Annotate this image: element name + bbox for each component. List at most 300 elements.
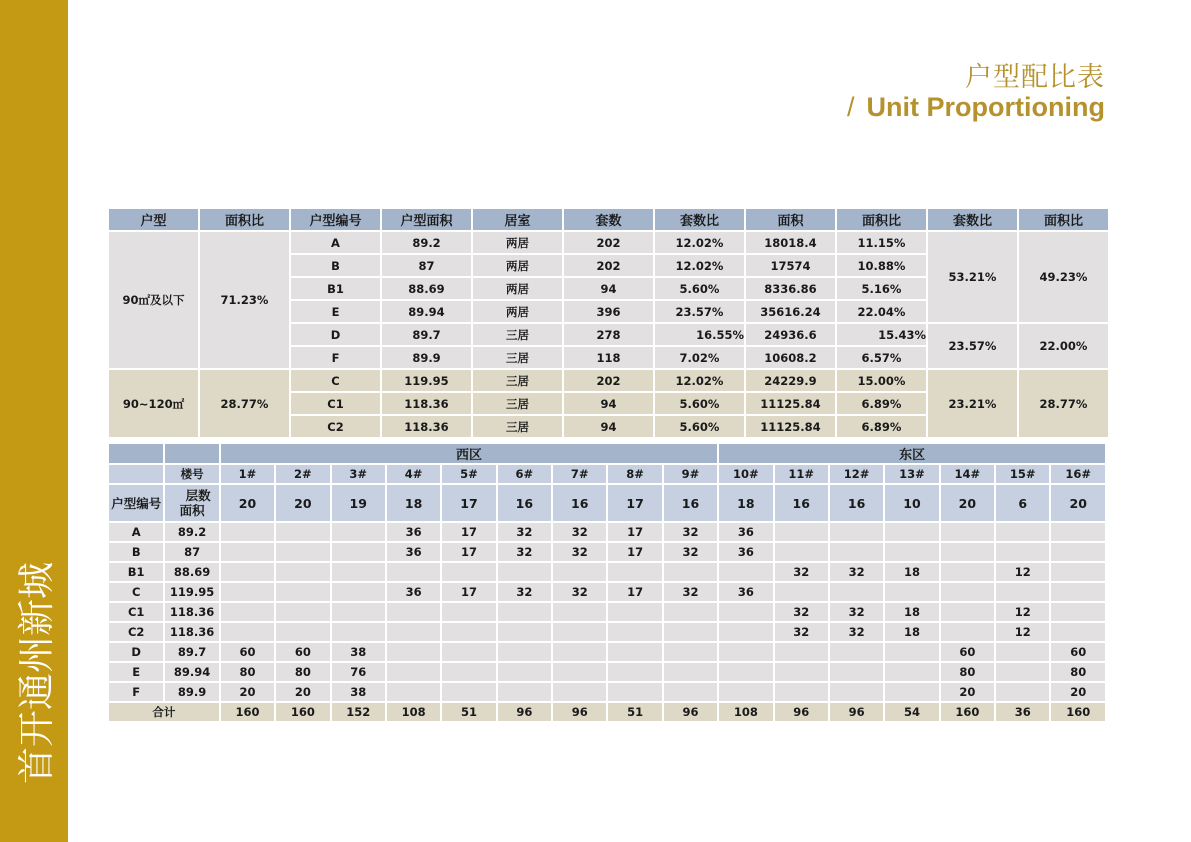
header-cell: 套数 bbox=[564, 209, 653, 230]
unit-count-cell bbox=[221, 583, 274, 601]
unit-code: C1 bbox=[109, 603, 163, 621]
area-ratio: 15.00% bbox=[837, 370, 926, 391]
unit-code: C bbox=[291, 370, 380, 391]
building-number: 2# bbox=[276, 465, 329, 483]
summary-area-ratio: 28.77% bbox=[1019, 370, 1108, 437]
unit-count-cell: 32 bbox=[553, 543, 606, 561]
floor-count: 16 bbox=[664, 485, 717, 521]
type-code-label: 户型编号 bbox=[109, 485, 163, 521]
unit-count-cell: 36 bbox=[387, 543, 440, 561]
header-cell: 面积比 bbox=[837, 209, 926, 230]
unit-area: 118.36 bbox=[165, 603, 218, 621]
unit-count-cell: 32 bbox=[830, 623, 883, 641]
building-number: 11# bbox=[775, 465, 828, 483]
unit-count-cell: 32 bbox=[664, 583, 717, 601]
unit-code: E bbox=[109, 663, 163, 681]
unit-count-cell: 17 bbox=[608, 543, 661, 561]
header-cell: 户型面积 bbox=[382, 209, 471, 230]
total-area: 11125.84 bbox=[746, 416, 835, 437]
table-row bbox=[109, 523, 1105, 541]
unit-count-cell bbox=[1051, 603, 1105, 621]
unit-area: 118.36 bbox=[382, 416, 471, 437]
unit-area: 88.69 bbox=[382, 278, 471, 299]
unit-count-cell bbox=[719, 643, 772, 661]
unit-count-cell bbox=[553, 683, 606, 701]
unit-count-cell bbox=[221, 603, 274, 621]
unit-area: 89.94 bbox=[382, 301, 471, 322]
unit-count-cell bbox=[387, 563, 440, 581]
unit-count-cell bbox=[498, 643, 551, 661]
unit-area: 89.94 bbox=[165, 663, 218, 681]
building-distribution-table bbox=[107, 442, 1107, 723]
unit-count: 202 bbox=[564, 370, 653, 391]
total-value: 96 bbox=[830, 703, 883, 721]
floors-label: 层数 bbox=[185, 488, 211, 503]
building-number: 15# bbox=[996, 465, 1049, 483]
unit-count-cell: 20 bbox=[276, 683, 329, 701]
unit-count-cell: 20 bbox=[1051, 683, 1105, 701]
title-en-text: Unit Proportioning bbox=[866, 92, 1105, 122]
floor-count: 16 bbox=[830, 485, 883, 521]
unit-area: 89.7 bbox=[165, 643, 218, 661]
unit-count-cell bbox=[608, 643, 661, 661]
unit-count-cell bbox=[608, 563, 661, 581]
unit-area: 89.2 bbox=[165, 523, 218, 541]
count-ratio: 23.57% bbox=[655, 301, 744, 322]
count-ratio: 5.60% bbox=[655, 278, 744, 299]
unit-count-cell: 17 bbox=[608, 523, 661, 541]
unit-count-cell bbox=[387, 603, 440, 621]
unit-count-cell bbox=[941, 603, 994, 621]
unit-code: F bbox=[109, 683, 163, 701]
group-area-ratio: 28.77% bbox=[200, 370, 289, 437]
unit-count-cell bbox=[885, 583, 938, 601]
unit-count-cell: 32 bbox=[830, 563, 883, 581]
unit-count-cell bbox=[775, 663, 828, 681]
floor-count: 16 bbox=[775, 485, 828, 521]
total-value: 160 bbox=[941, 703, 994, 721]
total-value: 152 bbox=[332, 703, 385, 721]
corner-cell bbox=[109, 444, 163, 463]
unit-count-cell: 60 bbox=[1051, 643, 1105, 661]
unit-count-cell: 80 bbox=[276, 663, 329, 681]
table-row bbox=[109, 643, 1105, 661]
unit-count-cell bbox=[830, 663, 883, 681]
unit-count-cell bbox=[775, 643, 828, 661]
table-row bbox=[109, 623, 1105, 641]
unit-code: C2 bbox=[109, 623, 163, 641]
unit-area: 89.9 bbox=[382, 347, 471, 368]
unit-count-cell: 80 bbox=[221, 663, 274, 681]
area-ratio: 6.57% bbox=[837, 347, 926, 368]
unit-count-cell: 12 bbox=[996, 623, 1049, 641]
unit-count-cell bbox=[498, 563, 551, 581]
unit-count-cell: 36 bbox=[387, 583, 440, 601]
unit-count-cell bbox=[442, 563, 495, 581]
table-header-row bbox=[109, 209, 1108, 230]
unit-count-cell: 32 bbox=[830, 603, 883, 621]
building-number: 4# bbox=[387, 465, 440, 483]
summary-count-ratio: 23.57% bbox=[928, 324, 1017, 368]
unit-count-cell: 60 bbox=[941, 643, 994, 661]
unit-count-cell: 32 bbox=[664, 543, 717, 561]
unit-count-cell: 20 bbox=[941, 683, 994, 701]
area-ratio: 10.88% bbox=[837, 255, 926, 276]
unit-count-cell: 18 bbox=[885, 563, 938, 581]
unit-area: 89.9 bbox=[165, 683, 218, 701]
unit-count-cell bbox=[664, 663, 717, 681]
unit-count-cell bbox=[775, 583, 828, 601]
area-ratio: 6.89% bbox=[837, 416, 926, 437]
unit-count-cell bbox=[276, 623, 329, 641]
total-value: 160 bbox=[221, 703, 274, 721]
unit-count-cell bbox=[553, 663, 606, 681]
unit-code: B bbox=[109, 543, 163, 561]
unit-count: 278 bbox=[564, 324, 653, 345]
unit-count-cell bbox=[941, 623, 994, 641]
unit-count-cell bbox=[830, 643, 883, 661]
corner-cell bbox=[109, 465, 163, 483]
count-ratio: 12.02% bbox=[655, 255, 744, 276]
unit-count-cell: 32 bbox=[664, 523, 717, 541]
unit-count-cell bbox=[332, 543, 385, 561]
floor-count: 17 bbox=[608, 485, 661, 521]
total-value: 96 bbox=[553, 703, 606, 721]
room-type: 两居 bbox=[473, 278, 562, 299]
unit-count-cell bbox=[332, 583, 385, 601]
unit-count-cell bbox=[830, 523, 883, 541]
unit-area: 119.95 bbox=[165, 583, 218, 601]
unit-code: C bbox=[109, 583, 163, 601]
table-row bbox=[109, 603, 1105, 621]
unit-count-cell bbox=[664, 683, 717, 701]
unit-count-cell: 32 bbox=[775, 563, 828, 581]
unit-count-cell bbox=[941, 583, 994, 601]
unit-count-cell bbox=[775, 543, 828, 561]
unit-count-cell bbox=[775, 523, 828, 541]
unit-count-cell: 76 bbox=[332, 663, 385, 681]
building-number: 14# bbox=[941, 465, 994, 483]
unit-count-cell: 12 bbox=[996, 563, 1049, 581]
area-ratio: 15.43% bbox=[837, 324, 926, 345]
unit-count: 94 bbox=[564, 393, 653, 414]
unit-count-cell bbox=[221, 523, 274, 541]
count-ratio: 7.02% bbox=[655, 347, 744, 368]
unit-count-cell bbox=[885, 663, 938, 681]
room-type: 两居 bbox=[473, 301, 562, 322]
unit-count-cell: 32 bbox=[553, 523, 606, 541]
floor-count: 6 bbox=[996, 485, 1049, 521]
building-number: 5# bbox=[442, 465, 495, 483]
unit-count-cell bbox=[719, 663, 772, 681]
summary-area-ratio: 49.23% bbox=[1019, 232, 1108, 322]
building-number: 7# bbox=[553, 465, 606, 483]
header-cell: 居室 bbox=[473, 209, 562, 230]
count-ratio: 16.55% bbox=[655, 324, 744, 345]
unit-count-cell bbox=[830, 583, 883, 601]
total-value: 160 bbox=[276, 703, 329, 721]
unit-count-cell: 38 bbox=[332, 683, 385, 701]
unit-group-label: 90㎡及以下 bbox=[109, 232, 198, 368]
unit-count-cell bbox=[830, 683, 883, 701]
total-value: 96 bbox=[775, 703, 828, 721]
unit-count-cell: 17 bbox=[442, 583, 495, 601]
unit-count-cell bbox=[608, 603, 661, 621]
unit-count-cell bbox=[664, 623, 717, 641]
header-cell: 套数比 bbox=[655, 209, 744, 230]
unit-count-cell: 32 bbox=[498, 543, 551, 561]
unit-area: 87 bbox=[165, 543, 218, 561]
unit-count-cell: 18 bbox=[885, 603, 938, 621]
unit-count-cell bbox=[608, 683, 661, 701]
room-type: 三居 bbox=[473, 370, 562, 391]
page-title-en bbox=[847, 92, 1105, 123]
total-value: 160 bbox=[1051, 703, 1105, 721]
unit-count-cell bbox=[885, 543, 938, 561]
floor-count: 18 bbox=[387, 485, 440, 521]
project-name: 首开通州新城 bbox=[15, 561, 58, 784]
unit-count-cell bbox=[498, 603, 551, 621]
unit-count-cell bbox=[830, 543, 883, 561]
total-area: 24229.9 bbox=[746, 370, 835, 391]
building-number: 1# bbox=[221, 465, 274, 483]
zone-header-row bbox=[109, 444, 1105, 463]
unit-code: D bbox=[109, 643, 163, 661]
unit-count-cell: 80 bbox=[1051, 663, 1105, 681]
unit-count-cell bbox=[387, 663, 440, 681]
unit-count-cell: 36 bbox=[719, 523, 772, 541]
unit-count-cell bbox=[553, 623, 606, 641]
table-row bbox=[109, 232, 1108, 253]
unit-count-cell bbox=[664, 603, 717, 621]
unit-count-cell bbox=[387, 683, 440, 701]
project-name-vertical bbox=[2, 561, 64, 784]
floors-area-label bbox=[165, 485, 218, 521]
unit-area: 118.36 bbox=[165, 623, 218, 641]
unit-count-cell bbox=[553, 603, 606, 621]
summary-area-ratio: 22.00% bbox=[1019, 324, 1108, 368]
header-cell: 面积比 bbox=[200, 209, 289, 230]
building-number: 3# bbox=[332, 465, 385, 483]
unit-code: B1 bbox=[291, 278, 380, 299]
unit-count-cell bbox=[996, 683, 1049, 701]
building-label: 楼号 bbox=[165, 465, 218, 483]
building-number: 8# bbox=[608, 465, 661, 483]
floor-count: 20 bbox=[1051, 485, 1105, 521]
area-ratio: 5.16% bbox=[837, 278, 926, 299]
unit-count-cell bbox=[664, 643, 717, 661]
unit-count-cell bbox=[1051, 583, 1105, 601]
unit-count: 118 bbox=[564, 347, 653, 368]
unit-count-cell bbox=[775, 683, 828, 701]
unit-count-cell bbox=[1051, 623, 1105, 641]
table-row bbox=[109, 370, 1108, 391]
floor-count: 20 bbox=[941, 485, 994, 521]
total-label: 合计 bbox=[109, 703, 219, 721]
unit-count-cell: 18 bbox=[885, 623, 938, 641]
unit-count: 396 bbox=[564, 301, 653, 322]
building-number: 13# bbox=[885, 465, 938, 483]
unit-area: 118.36 bbox=[382, 393, 471, 414]
unit-count-cell: 20 bbox=[221, 683, 274, 701]
floor-count: 19 bbox=[332, 485, 385, 521]
zone-east-label: 东区 bbox=[719, 444, 1105, 463]
unit-count-cell bbox=[387, 623, 440, 641]
room-type: 三居 bbox=[473, 416, 562, 437]
table-row bbox=[109, 583, 1105, 601]
unit-code: F bbox=[291, 347, 380, 368]
total-value: 51 bbox=[608, 703, 661, 721]
unit-count-cell: 32 bbox=[498, 583, 551, 601]
unit-count-cell: 17 bbox=[608, 583, 661, 601]
unit-count-cell bbox=[608, 623, 661, 641]
floor-count: 17 bbox=[442, 485, 495, 521]
unit-count: 94 bbox=[564, 278, 653, 299]
count-ratio: 12.02% bbox=[655, 370, 744, 391]
unit-count-cell bbox=[498, 663, 551, 681]
unit-code: A bbox=[291, 232, 380, 253]
unit-count-cell: 32 bbox=[775, 603, 828, 621]
total-value: 108 bbox=[387, 703, 440, 721]
zone-west-label: 西区 bbox=[221, 444, 717, 463]
total-area: 18018.4 bbox=[746, 232, 835, 253]
unit-count-cell bbox=[719, 563, 772, 581]
unit-count-cell: 80 bbox=[941, 663, 994, 681]
table-row bbox=[109, 543, 1105, 561]
total-row bbox=[109, 703, 1105, 721]
unit-area: 87 bbox=[382, 255, 471, 276]
unit-count: 94 bbox=[564, 416, 653, 437]
area-label: 面积 bbox=[179, 503, 205, 518]
unit-count-cell: 38 bbox=[332, 643, 385, 661]
count-ratio: 12.02% bbox=[655, 232, 744, 253]
total-value: 51 bbox=[442, 703, 495, 721]
unit-count-cell: 36 bbox=[719, 543, 772, 561]
unit-count-cell: 60 bbox=[276, 643, 329, 661]
summary-count-ratio: 23.21% bbox=[928, 370, 1017, 437]
total-value: 108 bbox=[719, 703, 772, 721]
area-ratio: 22.04% bbox=[837, 301, 926, 322]
unit-area: 88.69 bbox=[165, 563, 218, 581]
header-cell: 面积 bbox=[746, 209, 835, 230]
unit-count-cell bbox=[996, 583, 1049, 601]
unit-code: E bbox=[291, 301, 380, 322]
title-slash: / bbox=[847, 92, 855, 122]
unit-count-cell: 32 bbox=[498, 523, 551, 541]
area-ratio: 6.89% bbox=[837, 393, 926, 414]
building-number: 6# bbox=[498, 465, 551, 483]
unit-count-cell bbox=[498, 683, 551, 701]
table-row bbox=[109, 563, 1105, 581]
unit-count-cell bbox=[553, 563, 606, 581]
floor-count: 10 bbox=[885, 485, 938, 521]
room-type: 三居 bbox=[473, 324, 562, 345]
building-number-row bbox=[109, 465, 1105, 483]
header-cell: 套数比 bbox=[928, 209, 1017, 230]
unit-count-cell bbox=[941, 543, 994, 561]
unit-count-cell bbox=[387, 643, 440, 661]
unit-count-cell bbox=[1051, 523, 1105, 541]
unit-count-cell bbox=[719, 603, 772, 621]
unit-count-cell bbox=[221, 543, 274, 561]
unit-count-cell bbox=[221, 563, 274, 581]
unit-code: C2 bbox=[291, 416, 380, 437]
unit-area: 89.2 bbox=[382, 232, 471, 253]
unit-count-cell bbox=[885, 683, 938, 701]
unit-count-cell bbox=[941, 563, 994, 581]
unit-count-cell bbox=[498, 623, 551, 641]
unit-code: A bbox=[109, 523, 163, 541]
building-number: 16# bbox=[1051, 465, 1105, 483]
table-row bbox=[109, 663, 1105, 681]
floor-count: 16 bbox=[553, 485, 606, 521]
unit-count-cell bbox=[276, 603, 329, 621]
unit-count-cell: 32 bbox=[775, 623, 828, 641]
header-cell: 户型编号 bbox=[291, 209, 380, 230]
unit-count-cell bbox=[332, 603, 385, 621]
unit-count-cell bbox=[1051, 563, 1105, 581]
total-area: 11125.84 bbox=[746, 393, 835, 414]
total-area: 8336.86 bbox=[746, 278, 835, 299]
unit-count-cell bbox=[332, 623, 385, 641]
total-value: 36 bbox=[996, 703, 1049, 721]
unit-ratio-table bbox=[107, 207, 1110, 439]
summary-count-ratio: 53.21% bbox=[928, 232, 1017, 322]
floor-count: 20 bbox=[276, 485, 329, 521]
unit-count-cell bbox=[996, 663, 1049, 681]
unit-count-cell bbox=[885, 523, 938, 541]
building-number: 10# bbox=[719, 465, 772, 483]
unit-count-cell bbox=[941, 523, 994, 541]
unit-code: C1 bbox=[291, 393, 380, 414]
group-area-ratio: 71.23% bbox=[200, 232, 289, 368]
room-type: 三居 bbox=[473, 393, 562, 414]
unit-count-cell bbox=[276, 543, 329, 561]
count-ratio: 5.60% bbox=[655, 416, 744, 437]
unit-count-cell bbox=[719, 623, 772, 641]
unit-count-cell bbox=[442, 603, 495, 621]
area-ratio: 11.15% bbox=[837, 232, 926, 253]
table-row bbox=[109, 683, 1105, 701]
unit-count-cell bbox=[996, 543, 1049, 561]
unit-count-cell bbox=[442, 643, 495, 661]
page-title-cn: 户型配比表 bbox=[965, 62, 1105, 93]
unit-count-cell bbox=[332, 563, 385, 581]
total-value: 54 bbox=[885, 703, 938, 721]
room-type: 两居 bbox=[473, 232, 562, 253]
unit-count-cell bbox=[221, 623, 274, 641]
unit-count-cell bbox=[1051, 543, 1105, 561]
unit-count-cell bbox=[276, 523, 329, 541]
unit-count-cell: 36 bbox=[719, 583, 772, 601]
unit-count-cell: 12 bbox=[996, 603, 1049, 621]
unit-count-cell bbox=[664, 563, 717, 581]
unit-count-cell bbox=[996, 643, 1049, 661]
unit-count-cell: 36 bbox=[387, 523, 440, 541]
unit-count-cell bbox=[442, 663, 495, 681]
sidebar-bar bbox=[0, 0, 68, 842]
floor-count: 16 bbox=[498, 485, 551, 521]
unit-count-cell bbox=[996, 523, 1049, 541]
floors-row bbox=[109, 485, 1105, 521]
header-cell: 户型 bbox=[109, 209, 198, 230]
total-value: 96 bbox=[664, 703, 717, 721]
header-cell: 面积比 bbox=[1019, 209, 1108, 230]
unit-count-cell: 60 bbox=[221, 643, 274, 661]
unit-code: B1 bbox=[109, 563, 163, 581]
unit-code: B bbox=[291, 255, 380, 276]
total-area: 17574 bbox=[746, 255, 835, 276]
